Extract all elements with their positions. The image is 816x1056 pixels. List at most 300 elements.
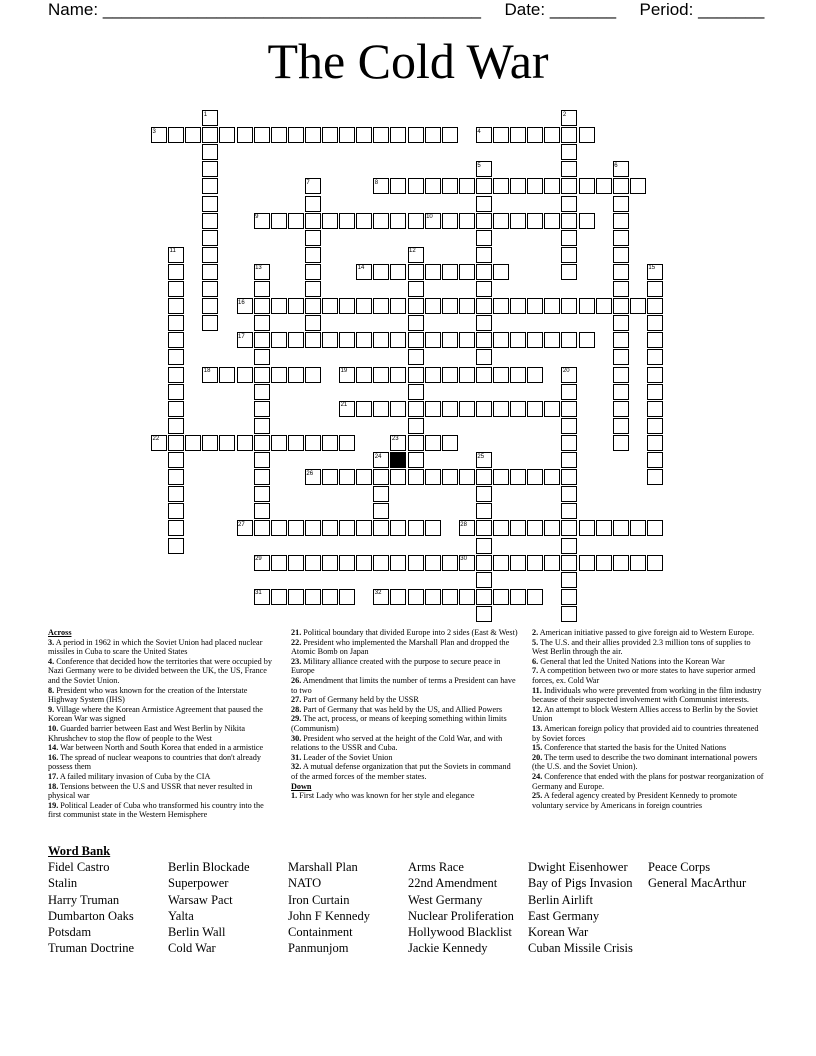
grid-cell[interactable] <box>476 315 492 331</box>
grid-cell[interactable] <box>202 230 218 246</box>
grid-cell[interactable] <box>202 196 218 212</box>
grid-cell[interactable] <box>305 247 321 263</box>
grid-cell[interactable] <box>561 213 577 229</box>
grid-cell[interactable] <box>168 418 184 434</box>
grid-cell[interactable] <box>339 520 355 536</box>
grid-cell[interactable] <box>459 264 475 280</box>
grid-cell[interactable] <box>561 178 577 194</box>
grid-cell[interactable] <box>579 298 595 314</box>
grid-cell[interactable] <box>356 367 372 383</box>
grid-cell[interactable] <box>254 486 270 502</box>
grid-cell[interactable] <box>271 298 287 314</box>
grid-cell[interactable] <box>168 315 184 331</box>
grid-cell[interactable] <box>373 401 389 417</box>
grid-cell[interactable] <box>168 349 184 365</box>
grid-cell[interactable] <box>168 486 184 502</box>
grid-cell[interactable] <box>476 281 492 297</box>
grid-cell[interactable] <box>561 538 577 554</box>
grid-cell[interactable] <box>476 213 492 229</box>
grid-cell[interactable] <box>613 349 629 365</box>
grid-cell[interactable] <box>647 452 663 468</box>
grid-cell[interactable] <box>425 520 441 536</box>
grid-cell[interactable] <box>493 555 509 571</box>
grid-cell[interactable] <box>168 367 184 383</box>
grid-cell[interactable] <box>647 281 663 297</box>
grid-cell[interactable] <box>613 418 629 434</box>
grid-cell[interactable] <box>373 555 389 571</box>
grid-cell[interactable] <box>561 555 577 571</box>
grid-cell[interactable] <box>442 127 458 143</box>
grid-cell[interactable] <box>288 589 304 605</box>
grid-cell[interactable] <box>408 452 424 468</box>
grid-cell[interactable] <box>613 230 629 246</box>
grid-cell[interactable] <box>561 486 577 502</box>
grid-cell[interactable] <box>408 332 424 348</box>
grid-cell[interactable] <box>254 127 270 143</box>
grid-cell[interactable] <box>459 298 475 314</box>
grid-cell[interactable] <box>202 315 218 331</box>
grid-cell[interactable] <box>288 555 304 571</box>
grid-cell[interactable] <box>168 384 184 400</box>
grid-cell[interactable] <box>305 315 321 331</box>
grid-cell[interactable] <box>442 469 458 485</box>
grid-cell[interactable] <box>202 161 218 177</box>
grid-cell[interactable] <box>561 161 577 177</box>
grid-cell[interactable] <box>647 435 663 451</box>
grid-cell[interactable] <box>442 332 458 348</box>
grid-cell[interactable] <box>168 435 184 451</box>
grid-cell[interactable] <box>476 230 492 246</box>
grid-cell[interactable] <box>339 555 355 571</box>
grid-cell[interactable] <box>596 555 612 571</box>
grid-cell[interactable] <box>493 298 509 314</box>
grid-cell[interactable] <box>596 298 612 314</box>
grid-cell[interactable] <box>271 435 287 451</box>
grid-cell[interactable] <box>305 332 321 348</box>
grid-cell[interactable] <box>254 469 270 485</box>
grid-cell[interactable] <box>254 298 270 314</box>
grid-cell[interactable] <box>561 144 577 160</box>
grid-cell[interactable] <box>561 503 577 519</box>
grid-cell[interactable] <box>510 127 526 143</box>
grid-cell[interactable] <box>493 264 509 280</box>
grid-cell[interactable] <box>493 520 509 536</box>
grid-cell[interactable] <box>442 435 458 451</box>
grid-cell[interactable] <box>613 435 629 451</box>
grid-cell[interactable] <box>476 298 492 314</box>
grid-cell[interactable] <box>561 384 577 400</box>
grid-cell[interactable] <box>373 127 389 143</box>
grid-cell[interactable] <box>544 213 560 229</box>
grid-cell[interactable] <box>322 127 338 143</box>
grid-cell[interactable] <box>373 469 389 485</box>
grid-cell[interactable] <box>425 178 441 194</box>
grid-cell[interactable] <box>613 520 629 536</box>
grid-cell[interactable] <box>408 127 424 143</box>
grid-cell[interactable] <box>561 298 577 314</box>
grid-cell[interactable] <box>613 298 629 314</box>
grid-cell[interactable] <box>408 384 424 400</box>
grid-cell[interactable] <box>561 435 577 451</box>
grid-cell[interactable] <box>390 469 406 485</box>
grid-cell[interactable] <box>476 332 492 348</box>
grid-cell[interactable] <box>442 264 458 280</box>
grid-cell[interactable] <box>202 264 218 280</box>
grid-cell[interactable] <box>613 315 629 331</box>
grid-cell[interactable] <box>425 589 441 605</box>
grid-cell[interactable] <box>425 401 441 417</box>
grid-cell[interactable] <box>271 332 287 348</box>
grid-cell[interactable] <box>305 281 321 297</box>
grid-cell[interactable] <box>305 213 321 229</box>
grid-cell[interactable] <box>408 281 424 297</box>
grid-cell[interactable] <box>390 367 406 383</box>
grid-cell[interactable] <box>237 435 253 451</box>
grid-cell[interactable] <box>493 127 509 143</box>
grid-cell[interactable] <box>305 435 321 451</box>
grid-cell[interactable] <box>527 127 543 143</box>
grid-cell[interactable] <box>459 213 475 229</box>
grid-cell[interactable] <box>476 247 492 263</box>
grid-cell[interactable] <box>168 452 184 468</box>
grid-cell[interactable] <box>561 520 577 536</box>
grid-cell[interactable] <box>339 298 355 314</box>
grid-cell[interactable] <box>322 589 338 605</box>
grid-cell[interactable] <box>425 127 441 143</box>
grid-cell[interactable] <box>442 555 458 571</box>
grid-cell[interactable] <box>168 401 184 417</box>
grid-cell[interactable] <box>202 178 218 194</box>
grid-cell[interactable] <box>596 520 612 536</box>
grid-cell[interactable] <box>544 469 560 485</box>
grid-cell[interactable] <box>425 264 441 280</box>
grid-cell[interactable] <box>305 127 321 143</box>
grid-cell[interactable] <box>527 367 543 383</box>
grid-cell[interactable] <box>373 503 389 519</box>
grid-cell[interactable] <box>288 520 304 536</box>
grid-cell[interactable] <box>647 298 663 314</box>
grid-cell[interactable] <box>408 315 424 331</box>
grid-cell[interactable] <box>647 401 663 417</box>
grid-cell[interactable] <box>561 247 577 263</box>
grid-cell[interactable] <box>373 367 389 383</box>
grid-cell[interactable] <box>510 178 526 194</box>
grid-cell[interactable] <box>544 401 560 417</box>
grid-cell[interactable] <box>271 520 287 536</box>
grid-cell[interactable] <box>425 435 441 451</box>
grid-cell[interactable] <box>476 486 492 502</box>
grid-cell[interactable] <box>510 332 526 348</box>
grid-cell[interactable] <box>390 178 406 194</box>
grid-cell[interactable] <box>425 367 441 383</box>
grid-cell[interactable] <box>442 178 458 194</box>
grid-cell[interactable] <box>322 332 338 348</box>
grid-cell[interactable] <box>408 469 424 485</box>
grid-cell[interactable] <box>305 520 321 536</box>
grid-cell[interactable] <box>390 401 406 417</box>
grid-cell[interactable] <box>288 298 304 314</box>
grid-cell[interactable] <box>168 538 184 554</box>
grid-cell[interactable] <box>561 469 577 485</box>
grid-cell[interactable] <box>168 520 184 536</box>
grid-cell[interactable] <box>561 401 577 417</box>
grid-cell[interactable] <box>476 367 492 383</box>
grid-cell[interactable] <box>254 332 270 348</box>
grid-cell[interactable] <box>613 196 629 212</box>
grid-cell[interactable] <box>442 589 458 605</box>
grid-cell[interactable] <box>322 520 338 536</box>
grid-cell[interactable] <box>271 127 287 143</box>
grid-cell[interactable] <box>322 435 338 451</box>
grid-cell[interactable] <box>476 538 492 554</box>
grid-cell[interactable] <box>202 213 218 229</box>
grid-cell[interactable] <box>579 332 595 348</box>
grid-cell[interactable] <box>168 264 184 280</box>
grid-cell[interactable] <box>408 589 424 605</box>
grid-cell[interactable] <box>288 367 304 383</box>
grid-cell[interactable] <box>390 264 406 280</box>
grid-cell[interactable] <box>271 555 287 571</box>
grid-cell[interactable] <box>408 264 424 280</box>
grid-cell[interactable] <box>356 555 372 571</box>
grid-cell[interactable] <box>425 332 441 348</box>
grid-cell[interactable] <box>476 606 492 622</box>
grid-cell[interactable] <box>408 401 424 417</box>
grid-cell[interactable] <box>544 127 560 143</box>
grid-cell[interactable] <box>202 127 218 143</box>
grid-cell[interactable] <box>356 213 372 229</box>
grid-cell[interactable] <box>322 469 338 485</box>
grid-cell[interactable] <box>476 401 492 417</box>
grid-cell[interactable] <box>168 281 184 297</box>
grid-cell[interactable] <box>476 503 492 519</box>
grid-cell[interactable] <box>544 555 560 571</box>
grid-cell[interactable] <box>527 555 543 571</box>
grid-cell[interactable] <box>322 298 338 314</box>
grid-cell[interactable] <box>613 332 629 348</box>
grid-cell[interactable] <box>202 144 218 160</box>
grid-cell[interactable] <box>254 384 270 400</box>
grid-cell[interactable] <box>613 213 629 229</box>
grid-cell[interactable] <box>647 418 663 434</box>
grid-cell[interactable] <box>254 418 270 434</box>
grid-cell[interactable] <box>339 469 355 485</box>
grid-cell[interactable] <box>493 332 509 348</box>
grid-cell[interactable] <box>254 520 270 536</box>
grid-cell[interactable] <box>168 503 184 519</box>
grid-cell[interactable] <box>373 298 389 314</box>
grid-cell[interactable] <box>425 469 441 485</box>
grid-cell[interactable] <box>305 230 321 246</box>
grid-cell[interactable] <box>390 332 406 348</box>
grid-cell[interactable] <box>510 367 526 383</box>
grid-cell[interactable] <box>647 469 663 485</box>
grid-cell[interactable] <box>613 247 629 263</box>
grid-cell[interactable] <box>579 213 595 229</box>
grid-cell[interactable] <box>476 469 492 485</box>
grid-cell[interactable] <box>408 435 424 451</box>
grid-cell[interactable] <box>647 384 663 400</box>
grid-cell[interactable] <box>459 178 475 194</box>
grid-cell[interactable] <box>390 298 406 314</box>
grid-cell[interactable] <box>339 435 355 451</box>
grid-cell[interactable] <box>305 196 321 212</box>
grid-cell[interactable] <box>510 401 526 417</box>
grid-cell[interactable] <box>561 589 577 605</box>
grid-cell[interactable] <box>271 589 287 605</box>
grid-cell[interactable] <box>527 469 543 485</box>
grid-cell[interactable] <box>527 332 543 348</box>
grid-cell[interactable] <box>561 230 577 246</box>
grid-cell[interactable] <box>630 555 646 571</box>
grid-cell[interactable] <box>527 298 543 314</box>
grid-cell[interactable] <box>305 367 321 383</box>
grid-cell[interactable] <box>544 520 560 536</box>
grid-cell[interactable] <box>168 298 184 314</box>
grid-cell[interactable] <box>254 401 270 417</box>
grid-cell[interactable] <box>373 264 389 280</box>
date-line[interactable]: _______ <box>549 0 617 19</box>
grid-cell[interactable] <box>647 520 663 536</box>
grid-cell[interactable] <box>510 213 526 229</box>
grid-cell[interactable] <box>390 555 406 571</box>
grid-cell[interactable] <box>561 452 577 468</box>
grid-cell[interactable] <box>322 213 338 229</box>
grid-cell[interactable] <box>459 332 475 348</box>
grid-cell[interactable] <box>356 332 372 348</box>
grid-cell[interactable] <box>613 555 629 571</box>
grid-cell[interactable] <box>339 127 355 143</box>
grid-cell[interactable] <box>185 127 201 143</box>
grid-cell[interactable] <box>185 435 201 451</box>
grid-cell[interactable] <box>390 127 406 143</box>
grid-cell[interactable] <box>613 264 629 280</box>
grid-cell[interactable] <box>168 127 184 143</box>
grid-cell[interactable] <box>305 555 321 571</box>
grid-cell[interactable] <box>390 520 406 536</box>
grid-cell[interactable] <box>408 298 424 314</box>
grid-cell[interactable] <box>408 178 424 194</box>
grid-cell[interactable] <box>544 178 560 194</box>
grid-cell[interactable] <box>510 520 526 536</box>
grid-cell[interactable] <box>493 213 509 229</box>
grid-cell[interactable] <box>305 589 321 605</box>
grid-cell[interactable] <box>476 196 492 212</box>
grid-cell[interactable] <box>459 367 475 383</box>
grid-cell[interactable] <box>647 315 663 331</box>
grid-cell[interactable] <box>202 281 218 297</box>
grid-cell[interactable] <box>356 520 372 536</box>
grid-cell[interactable] <box>647 367 663 383</box>
grid-cell[interactable] <box>630 298 646 314</box>
grid-cell[interactable] <box>408 418 424 434</box>
grid-cell[interactable] <box>408 555 424 571</box>
grid-cell[interactable] <box>510 555 526 571</box>
grid-cell[interactable] <box>561 332 577 348</box>
grid-cell[interactable] <box>356 127 372 143</box>
grid-cell[interactable] <box>288 435 304 451</box>
grid-cell[interactable] <box>493 589 509 605</box>
grid-cell[interactable] <box>322 555 338 571</box>
grid-cell[interactable] <box>237 367 253 383</box>
grid-cell[interactable] <box>527 401 543 417</box>
grid-cell[interactable] <box>579 127 595 143</box>
grid-cell[interactable] <box>356 469 372 485</box>
grid-cell[interactable] <box>647 349 663 365</box>
grid-cell[interactable] <box>339 213 355 229</box>
grid-cell[interactable] <box>493 401 509 417</box>
grid-cell[interactable] <box>459 401 475 417</box>
grid-cell[interactable] <box>579 520 595 536</box>
grid-cell[interactable] <box>561 572 577 588</box>
grid-cell[interactable] <box>339 589 355 605</box>
grid-cell[interactable] <box>544 332 560 348</box>
grid-cell[interactable] <box>613 281 629 297</box>
grid-cell[interactable] <box>305 298 321 314</box>
grid-cell[interactable] <box>476 264 492 280</box>
grid-cell[interactable] <box>527 520 543 536</box>
grid-cell[interactable] <box>356 401 372 417</box>
grid-cell[interactable] <box>510 469 526 485</box>
grid-cell[interactable] <box>561 606 577 622</box>
grid-cell[interactable] <box>476 572 492 588</box>
grid-cell[interactable] <box>408 349 424 365</box>
grid-cell[interactable] <box>510 298 526 314</box>
grid-cell[interactable] <box>493 469 509 485</box>
grid-cell[interactable] <box>493 367 509 383</box>
grid-cell[interactable] <box>527 178 543 194</box>
grid-cell[interactable] <box>613 401 629 417</box>
grid-cell[interactable] <box>237 127 253 143</box>
grid-cell[interactable] <box>630 178 646 194</box>
grid-cell[interactable] <box>390 213 406 229</box>
grid-cell[interactable] <box>254 435 270 451</box>
grid-cell[interactable] <box>168 469 184 485</box>
grid-cell[interactable] <box>373 486 389 502</box>
grid-cell[interactable] <box>356 298 372 314</box>
grid-cell[interactable] <box>476 178 492 194</box>
grid-cell[interactable] <box>254 281 270 297</box>
grid-cell[interactable] <box>390 589 406 605</box>
grid-cell[interactable] <box>561 264 577 280</box>
grid-cell[interactable] <box>168 332 184 348</box>
grid-cell[interactable] <box>254 315 270 331</box>
grid-cell[interactable] <box>373 520 389 536</box>
grid-cell[interactable] <box>561 127 577 143</box>
name-line[interactable]: ________________________________________ <box>102 0 481 19</box>
grid-cell[interactable] <box>493 178 509 194</box>
grid-cell[interactable] <box>254 503 270 519</box>
grid-cell[interactable] <box>596 178 612 194</box>
grid-cell[interactable] <box>544 298 560 314</box>
grid-cell[interactable] <box>476 555 492 571</box>
grid-cell[interactable] <box>613 384 629 400</box>
grid-cell[interactable] <box>254 367 270 383</box>
grid-cell[interactable] <box>510 589 526 605</box>
grid-cell[interactable] <box>425 298 441 314</box>
grid-cell[interactable] <box>647 332 663 348</box>
grid-cell[interactable] <box>476 520 492 536</box>
grid-cell[interactable] <box>305 264 321 280</box>
grid-cell[interactable] <box>613 178 629 194</box>
grid-cell[interactable] <box>561 196 577 212</box>
grid-cell[interactable] <box>202 298 218 314</box>
grid-cell[interactable] <box>219 367 235 383</box>
grid-cell[interactable] <box>442 213 458 229</box>
grid-cell[interactable] <box>442 367 458 383</box>
grid-cell[interactable] <box>373 332 389 348</box>
grid-cell[interactable] <box>425 555 441 571</box>
